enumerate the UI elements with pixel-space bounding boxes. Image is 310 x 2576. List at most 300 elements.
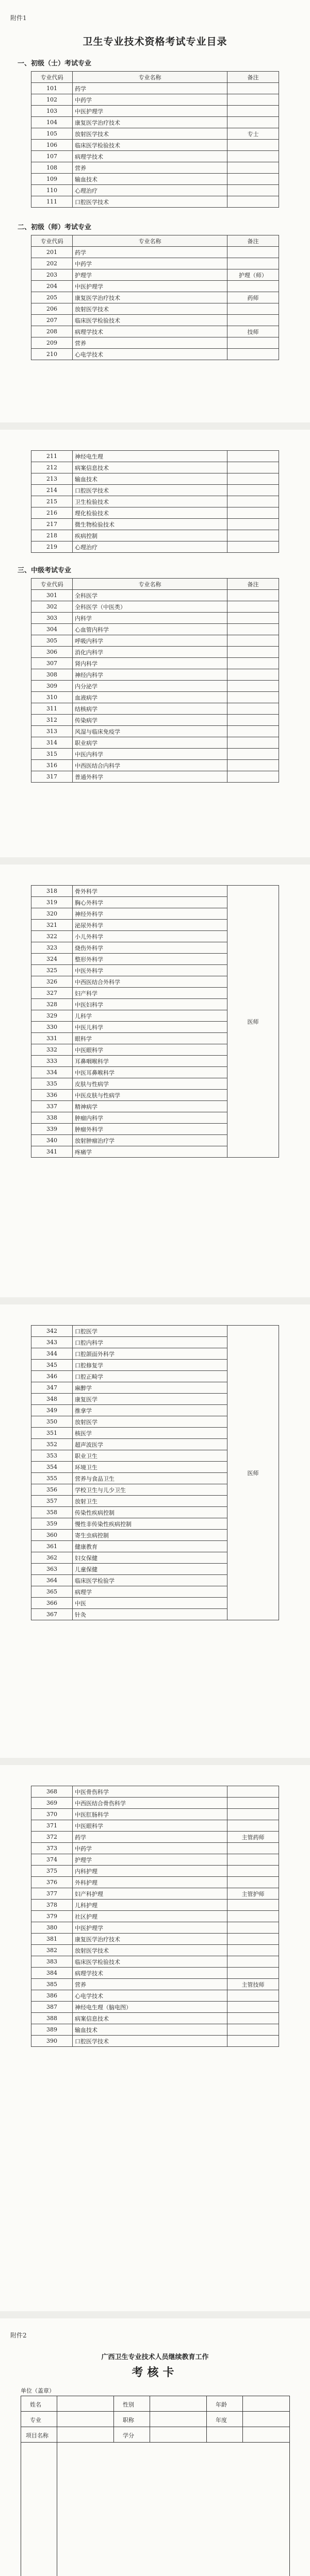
specialty-code: 373 [31,1843,73,1854]
specialty-name: 病案信息技术 [73,462,227,473]
table-row [31,303,279,315]
assessment-card-frame [21,2396,290,2576]
specialty-note: 技师 [227,326,279,337]
table-row [31,292,279,303]
table-row [31,1809,279,1820]
specialty-note [227,681,279,692]
section-heading: 三、中级考试专业 [18,567,72,574]
specialty-code: 321 [31,920,73,931]
specialty-note [227,315,279,326]
specialty-name: 神经电生理（脑电图） [73,2002,227,2013]
table-row [31,1945,279,1956]
table-row [31,1786,279,1798]
table-row [31,1968,279,1979]
specialty-name: 传染性疾病控制 [73,1507,227,1518]
specialty-code: 372 [31,1832,73,1843]
specialty-name: 泌尿外科学 [73,920,227,931]
table-row [31,349,279,360]
specialty-note [227,1990,279,2002]
specialty-note: 护理（师） [227,269,279,281]
specialty-code: 218 [31,530,73,541]
specialty-name: 疼痛学 [73,1146,227,1158]
column-header: 专业代码 [31,235,73,247]
specialty-code: 351 [31,1428,73,1439]
specialty-name: 结核病学 [73,703,227,715]
specialty-note [227,541,279,553]
specialty-note [227,162,279,174]
specialty-code: 343 [31,1337,73,1348]
specialty-name: 外科护理 [73,1877,227,1888]
specialty-note [227,647,279,658]
specialty-name: 风湿与临床免疫学 [73,726,227,737]
specialty-name: 放射医学技术 [73,128,227,140]
specialty-note [227,507,279,519]
specialty-table [31,885,279,1158]
specialty-name: 儿童保健 [73,1564,227,1575]
table-row [31,507,279,519]
specialty-code: 371 [31,1820,73,1832]
specialty-code: 390 [31,2036,73,2047]
specialty-note [227,303,279,315]
specialty-name: 放射医学技术 [73,1945,227,1956]
specialty-code: 215 [31,496,73,507]
specialty-name: 输血技术 [73,174,227,185]
table-row [31,760,279,771]
specialty-name: 中西医结合骨伤科学 [73,1798,227,1809]
specialty-name: 护理学 [73,269,227,281]
table-row [31,1911,279,1922]
specialty-name: 药学 [73,1832,227,1843]
specialty-name: 中西医结合外科学 [73,976,227,988]
specialty-name: 中西医结合内科学 [73,760,227,771]
specialty-name: 康复医学治疗技术 [73,292,227,303]
specialty-note [227,658,279,669]
specialty-code: 210 [31,349,73,360]
specialty-code: 320 [31,908,73,920]
specialty-note [227,281,279,292]
specialty-note [227,726,279,737]
specialty-table [31,235,279,360]
specialty-code: 318 [31,886,73,897]
table-row [31,1888,279,1900]
specialty-name: 肾内科学 [73,658,227,669]
specialty-name: 心理治疗 [73,541,227,553]
specialty-name: 学校卫生与儿少卫生 [73,1484,227,1496]
specialty-name: 放射肿瘤治疗学 [73,1135,227,1146]
specialty-name: 普通外科学 [73,771,227,783]
specialty-code: 202 [31,258,73,269]
specialty-note [227,94,279,106]
row-divider [21,2442,289,2443]
specialty-code: 211 [31,451,73,462]
table-row [31,692,279,703]
specialty-code: 313 [31,726,73,737]
specialty-note [227,1786,279,1798]
specialty-name: 理化检验技术 [73,507,227,519]
specialty-code: 319 [31,897,73,908]
table-row [31,1979,279,1990]
specialty-code: 102 [31,94,73,106]
section-heading: 二、初级（师）考试专业 [18,224,92,231]
specialty-note [227,771,279,783]
specialty-note [227,185,279,196]
specialty-note [227,1934,279,1945]
column-header: 专业代码 [31,579,73,590]
specialty-note [227,2036,279,2047]
specialty-note [227,1877,279,1888]
specialty-code: 345 [31,1360,73,1371]
specialty-note [227,1922,279,1934]
specialty-note [227,703,279,715]
specialty-note: 主管药师 [227,1832,279,1843]
specialty-name: 儿科护理 [73,1900,227,1911]
table-row [31,749,279,760]
field-label: 单位（盖章） [21,2387,55,2394]
specialty-code: 212 [31,462,73,473]
specialty-note [227,247,279,258]
specialty-table [31,450,279,553]
specialty-code: 303 [31,613,73,624]
table-row [31,258,279,269]
specialty-table [31,71,279,208]
specialty-name: 中医儿科学 [73,1022,227,1033]
specialty-name: 中药学 [73,1843,227,1854]
specialty-note [227,473,279,485]
specialty-name: 神经内科学 [73,669,227,681]
table-row [31,1854,279,1866]
specialty-name: 全科医学（中医类） [73,601,227,613]
table-row [31,519,279,530]
specialty-name: 临床医学检验技术 [73,1956,227,1968]
specialty-note [227,1900,279,1911]
specialty-note [227,601,279,613]
specialty-name: 心电学技术 [73,1990,227,2002]
specialty-name: 针灸 [73,1609,227,1620]
specialty-note: 主管技师 [227,1979,279,1990]
table-row [31,269,279,281]
column-header: 专业名称 [73,235,227,247]
specialty-name: 精神病学 [73,1101,227,1112]
table-row [31,2002,279,2013]
specialty-note [227,1809,279,1820]
specialty-note [227,1945,279,1956]
specialty-name: 病理学技术 [73,326,227,337]
specialty-code: 357 [31,1496,73,1507]
specialty-note [227,737,279,749]
specialty-name: 职业病学 [73,737,227,749]
specialty-name: 儿科学 [73,1010,227,1022]
specialty-code: 342 [31,1326,73,1337]
specialty-code: 323 [31,942,73,954]
specialty-name: 肿瘤外科学 [73,1124,227,1135]
specialty-code: 340 [31,1135,73,1146]
specialty-note [227,451,279,462]
field-label: 项目名称 [26,2432,48,2439]
table-row [31,337,279,349]
specialty-name: 心血管内科学 [73,624,227,635]
specialty-code: 204 [31,281,73,292]
column-divider [206,2396,207,2442]
page-gap [0,422,310,430]
specialty-code: 316 [31,760,73,771]
specialty-code: 329 [31,1010,73,1022]
specialty-code: 108 [31,162,73,174]
table-row [31,601,279,613]
specialty-code: 385 [31,1979,73,1990]
specialty-name: 中医眼科学 [73,1044,227,1056]
specialty-note [227,1854,279,1866]
specialty-note: 药师 [227,292,279,303]
table-row [31,737,279,749]
specialty-table [31,1786,279,2047]
specialty-note [227,2024,279,2036]
table-row [31,196,279,208]
table-row [31,590,279,601]
specialty-note [227,485,279,496]
specialty-table [31,1325,279,1620]
specialty-name: 神经外科学 [73,908,227,920]
specialty-code: 308 [31,669,73,681]
specialty-name: 小儿外科学 [73,931,227,942]
specialty-name: 全科医学 [73,590,227,601]
table-row [31,106,279,117]
specialty-name: 营养 [73,337,227,349]
table-row [31,886,279,897]
column-header: 专业名称 [73,72,227,83]
specialty-code: 326 [31,976,73,988]
specialty-code: 209 [31,337,73,349]
specialty-code: 339 [31,1124,73,1135]
specialty-name: 健康教育 [73,1541,227,1552]
specialty-name: 中医肛肠科学 [73,1809,227,1820]
table-row [31,715,279,726]
column-header: 备注 [227,72,279,83]
page-gap [0,2311,310,2318]
table-row [31,681,279,692]
specialty-note: 专士 [227,128,279,140]
specialty-code: 369 [31,1798,73,1809]
form-title: 广西卫生专业技术人员继续教育工作 [101,2353,209,2361]
specialty-name: 麻醉学 [73,1382,227,1394]
document-title: 卫生专业技术资格考试专业目录 [83,36,227,47]
specialty-code: 333 [31,1056,73,1067]
specialty-code: 206 [31,303,73,315]
specialty-code: 216 [31,507,73,519]
specialty-name: 中医骨伤科学 [73,1786,227,1798]
specialty-note [227,1911,279,1922]
specialty-code: 367 [31,1609,73,1620]
specialty-name: 中医内科学 [73,749,227,760]
specialty-name: 妇产科学 [73,988,227,999]
specialty-note [227,174,279,185]
specialty-code: 344 [31,1348,73,1360]
specialty-code: 382 [31,1945,73,1956]
table-row [31,1843,279,1854]
specialty-note [227,1798,279,1809]
specialty-code: 325 [31,965,73,976]
specialty-code: 366 [31,1598,73,1609]
specialty-name: 中医外科学 [73,965,227,976]
specialty-note [227,749,279,760]
specialty-code: 315 [31,749,73,760]
specialty-name: 病理学技术 [73,1968,227,1979]
page-2 [0,430,310,857]
field-label: 年龄 [216,2401,227,2408]
table-row [31,94,279,106]
specialty-name: 寄生虫病控制 [73,1530,227,1541]
table-row [31,2024,279,2036]
specialty-name: 耳鼻咽喉科学 [73,1056,227,1067]
specialty-name: 临床医学检验学 [73,1575,227,1586]
specialty-code: 376 [31,1877,73,1888]
specialty-code: 219 [31,541,73,553]
specialty-note [227,1820,279,1832]
specialty-name: 卫生检验技术 [73,496,227,507]
specialty-code: 387 [31,2002,73,2013]
specialty-code: 304 [31,624,73,635]
specialty-name: 口腔医学技术 [73,485,227,496]
specialty-name: 药学 [73,247,227,258]
specialty-name: 临床医学检验技术 [73,140,227,151]
specialty-note [227,140,279,151]
table-row [31,2036,279,2047]
table-row [31,185,279,196]
page-gap [0,1758,310,1765]
table-row [31,326,279,337]
specialty-note [227,349,279,360]
specialty-note [227,519,279,530]
table-row [31,1832,279,1843]
page-gap [0,857,310,865]
specialty-name: 职业卫生 [73,1450,227,1462]
specialty-code: 309 [31,681,73,692]
form-subtitle: 考核卡 [132,2366,178,2379]
specialty-note [227,1968,279,1979]
specialty-code: 203 [31,269,73,281]
specialty-name: 营养 [73,1979,227,1990]
specialty-note [227,1866,279,1877]
specialty-note [227,1843,279,1854]
specialty-code: 301 [31,590,73,601]
column-header: 备注 [227,579,279,590]
specialty-name: 口腔医学 [73,1326,227,1337]
table-row [31,771,279,783]
specialty-code: 110 [31,185,73,196]
specialty-code: 101 [31,83,73,94]
specialty-name: 眼科学 [73,1033,227,1044]
specialty-note [227,590,279,601]
specialty-code: 350 [31,1416,73,1428]
specialty-name: 整形外科学 [73,954,227,965]
specialty-note [227,2013,279,2024]
table-row [31,669,279,681]
specialty-code: 328 [31,999,73,1010]
specialty-code: 314 [31,737,73,749]
column-divider [242,2396,243,2442]
specialty-code: 359 [31,1518,73,1530]
specialty-name: 烧伤外科学 [73,942,227,954]
page-4 [0,1304,310,1758]
specialty-code: 307 [31,658,73,669]
specialty-table [31,578,279,783]
specialty-name: 口腔修复学 [73,1360,227,1371]
specialty-name: 康复医学治疗技术 [73,1934,227,1945]
field-label: 性别 [123,2401,134,2408]
specialty-code: 214 [31,485,73,496]
specialty-code: 383 [31,1956,73,1968]
specialty-code: 327 [31,988,73,999]
specialty-code: 362 [31,1552,73,1564]
specialty-code: 384 [31,1968,73,1979]
specialty-name: 中医 [73,1598,227,1609]
specialty-name: 口腔正畸学 [73,1371,227,1382]
table-row [31,635,279,647]
specialty-code: 360 [31,1530,73,1541]
specialty-code: 302 [31,601,73,613]
specialty-code: 334 [31,1067,73,1078]
specialty-code: 336 [31,1090,73,1101]
column-header: 备注 [227,235,279,247]
specialty-code: 388 [31,2013,73,2024]
table-row [31,1934,279,1945]
table-row [31,1900,279,1911]
specialty-note [227,530,279,541]
specialty-code: 322 [31,931,73,942]
specialty-name: 中医耳鼻喉科学 [73,1067,227,1078]
specialty-note [227,117,279,128]
specialty-name: 中医护理学 [73,106,227,117]
specialty-code: 375 [31,1866,73,1877]
specialty-code: 368 [31,1786,73,1798]
table-row [31,462,279,473]
specialty-code: 205 [31,292,73,303]
field-label: 职称 [123,2417,134,2424]
table-row [31,1956,279,1968]
specialty-code: 338 [31,1112,73,1124]
specialty-note [227,715,279,726]
specialty-name: 临床医学检验技术 [73,315,227,326]
specialty-code: 361 [31,1541,73,1552]
specialty-code: 379 [31,1911,73,1922]
specialty-code: 106 [31,140,73,151]
specialty-name: 中医妇科学 [73,999,227,1010]
specialty-note [227,151,279,162]
specialty-note [227,496,279,507]
specialty-code: 107 [31,151,73,162]
specialty-name: 放射医学技术 [73,303,227,315]
specialty-code: 317 [31,771,73,783]
specialty-code: 109 [31,174,73,185]
table-row [31,128,279,140]
specialty-name: 血液病学 [73,692,227,703]
page-5 [0,1765,310,2311]
table-row [31,496,279,507]
table-row [31,315,279,326]
table-row [31,726,279,737]
specialty-note [227,462,279,473]
specialty-note [227,635,279,647]
specialty-name: 内科护理 [73,1866,227,1877]
specialty-code: 103 [31,106,73,117]
table-row [31,613,279,624]
specialty-name: 口腔医学技术 [73,196,227,208]
specialty-name: 神经电生理 [73,451,227,462]
table-row [31,703,279,715]
field-label: 专业 [30,2417,41,2424]
specialty-note [227,692,279,703]
specialty-code: 331 [31,1033,73,1044]
table-row [31,162,279,174]
